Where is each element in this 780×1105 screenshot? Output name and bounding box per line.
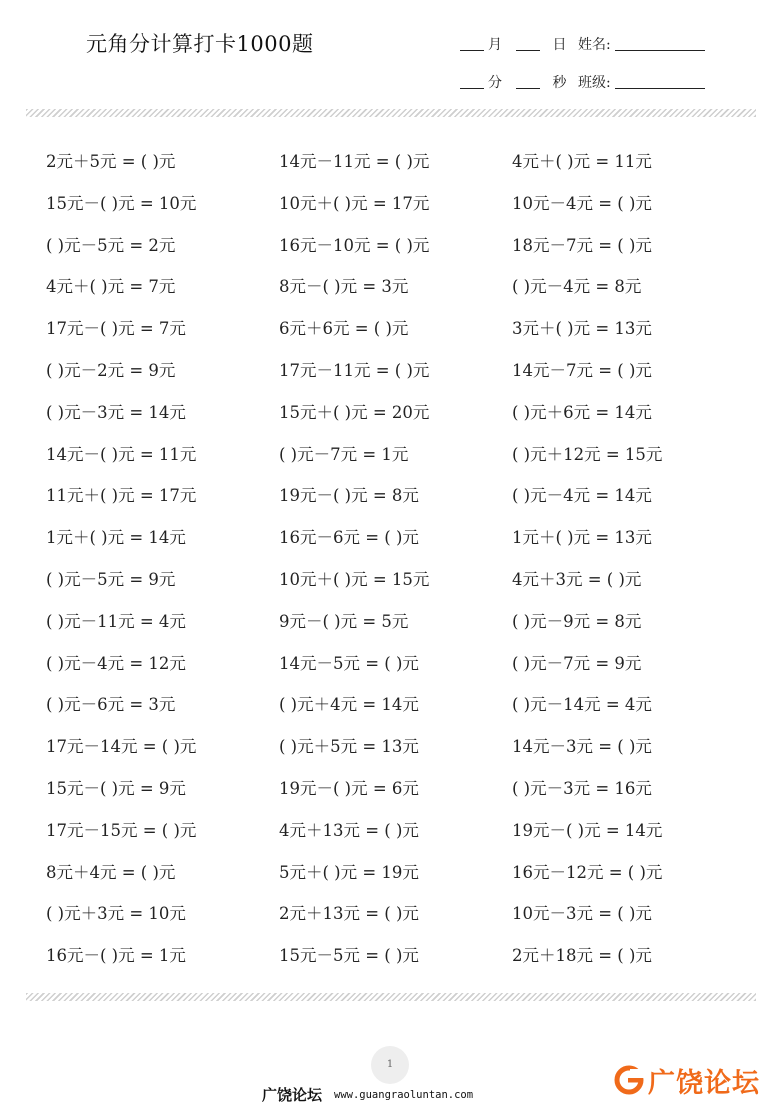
- problem: 17元－15元 = ( )元: [46, 820, 197, 840]
- name-label: 姓名:: [578, 37, 611, 53]
- problem: 19元－( )元 = 8元: [279, 486, 419, 506]
- problem: 4元＋3元 = ( )元: [512, 569, 642, 589]
- problem: 1元＋( )元 = 14元: [46, 528, 186, 548]
- worksheet-title: 元角分计算打卡1000题: [86, 32, 314, 56]
- problem-grid: [46, 150, 746, 986]
- minute-blank[interactable]: [460, 88, 484, 89]
- problem: 2元＋18元 = ( )元: [512, 946, 652, 966]
- logo-text: 广饶论坛: [648, 1067, 760, 1099]
- problem: 19元－( )元 = 14元: [512, 820, 663, 840]
- problem: 2元＋5元 = ( )元: [46, 152, 176, 171]
- problem: 10元＋( )元 = 15元: [279, 569, 430, 589]
- problem: 18元－7元 = ( )元: [512, 235, 652, 255]
- problem: 14元－5元 = ( )元: [279, 653, 419, 673]
- problem: 8元－( )元 = 3元: [279, 277, 409, 297]
- problem: 14元－( )元 = 11元: [46, 444, 197, 464]
- problem: ( )元－5元 = 2元: [46, 235, 176, 255]
- problem: 4元＋( )元 = 11元: [512, 152, 652, 171]
- problem: ( )元＋5元 = 13元: [279, 737, 419, 757]
- problem: 8元＋4元 = ( )元: [46, 862, 176, 882]
- problem: ( )元－14元 = 4元: [512, 695, 652, 715]
- problem: 14元－7元 = ( )元: [512, 360, 652, 380]
- problem: ( )元－4元 = 12元: [46, 653, 186, 673]
- problem: 14元－11元 = ( )元: [279, 152, 430, 171]
- problem: 5元＋( )元 = 19元: [279, 862, 419, 882]
- problem: 10元－4元 = ( )元: [512, 193, 652, 213]
- problem: ( )元－7元 = 9元: [512, 653, 642, 673]
- problem: 10元＋( )元 = 17元: [279, 193, 430, 213]
- problem: ( )元－5元 = 9元: [46, 569, 176, 589]
- class-field: [578, 72, 705, 92]
- footer-site-name: 广饶论坛: [262, 1086, 323, 1104]
- problem: 16元－10元 = ( )元: [279, 235, 430, 255]
- month-blank[interactable]: [460, 50, 484, 51]
- problem: ( )元－3元 = 14元: [46, 402, 186, 422]
- problem: 15元－( )元 = 9元: [46, 778, 186, 798]
- problem: 2元＋13元 = ( )元: [279, 904, 419, 924]
- name-line[interactable]: [615, 50, 705, 51]
- problem: ( )元－11元 = 4元: [46, 611, 186, 631]
- class-label: 班级:: [578, 75, 611, 91]
- day-label: 日: [552, 37, 567, 53]
- problem: 16元－6元 = ( )元: [279, 528, 419, 548]
- second-blank[interactable]: [516, 88, 540, 89]
- problem: 1元＋( )元 = 13元: [512, 528, 652, 548]
- problem: ( )元＋6元 = 14元: [512, 402, 652, 422]
- problem: ( )元－7元 = 1元: [279, 444, 409, 464]
- bottom-divider: [26, 993, 756, 1001]
- forum-logo: [614, 1062, 760, 1098]
- problem: 4元＋13元 = ( )元: [279, 820, 419, 840]
- page-number: 1: [371, 1046, 409, 1084]
- name-field: [578, 34, 705, 54]
- day-blank[interactable]: [516, 50, 540, 51]
- date-fields: [456, 34, 566, 54]
- problem: 17元－11元 = ( )元: [279, 360, 430, 380]
- problem: 11元＋( )元 = 17元: [46, 486, 197, 506]
- problem: ( )元－4元 = 8元: [512, 277, 642, 297]
- problem: ( )元－6元 = 3元: [46, 695, 176, 715]
- problem: 16元－( )元 = 1元: [46, 946, 186, 966]
- problem: 9元－( )元 = 5元: [279, 611, 409, 631]
- footer-url[interactable]: www.guangraoluntan.com: [334, 1089, 474, 1101]
- minute-label: 分: [488, 75, 502, 91]
- problem: 4元＋( )元 = 7元: [46, 277, 176, 297]
- problem: 16元－12元 = ( )元: [512, 862, 663, 882]
- problem: ( )元－3元 = 16元: [512, 778, 652, 798]
- problem: 17元－14元 = ( )元: [46, 737, 197, 757]
- month-label: 月: [488, 37, 502, 53]
- problem: ( )元＋12元 = 15元: [512, 444, 663, 464]
- problem: 17元－( )元 = 7元: [46, 319, 186, 339]
- problem: 19元－( )元 = 6元: [279, 778, 419, 798]
- time-fields: [456, 72, 566, 92]
- logo-g-icon: [614, 1065, 644, 1095]
- problem: ( )元－2元 = 9元: [46, 360, 176, 380]
- problem: ( )元＋3元 = 10元: [46, 904, 186, 924]
- problem: 15元－( )元 = 10元: [46, 193, 197, 213]
- second-label: 秒: [552, 75, 567, 91]
- problem: 14元－3元 = ( )元: [512, 737, 652, 757]
- top-divider: [26, 109, 756, 117]
- problem: ( )元＋4元 = 14元: [279, 695, 419, 715]
- problem: ( )元－4元 = 14元: [512, 486, 652, 506]
- problem: 10元－3元 = ( )元: [512, 904, 652, 924]
- problem: 3元＋( )元 = 13元: [512, 319, 652, 339]
- problem: 6元＋6元 = ( )元: [279, 319, 409, 339]
- problem: 15元＋( )元 = 20元: [279, 402, 430, 422]
- problem: 15元－5元 = ( )元: [279, 946, 419, 966]
- problem: ( )元－9元 = 8元: [512, 611, 642, 631]
- class-line[interactable]: [615, 88, 705, 89]
